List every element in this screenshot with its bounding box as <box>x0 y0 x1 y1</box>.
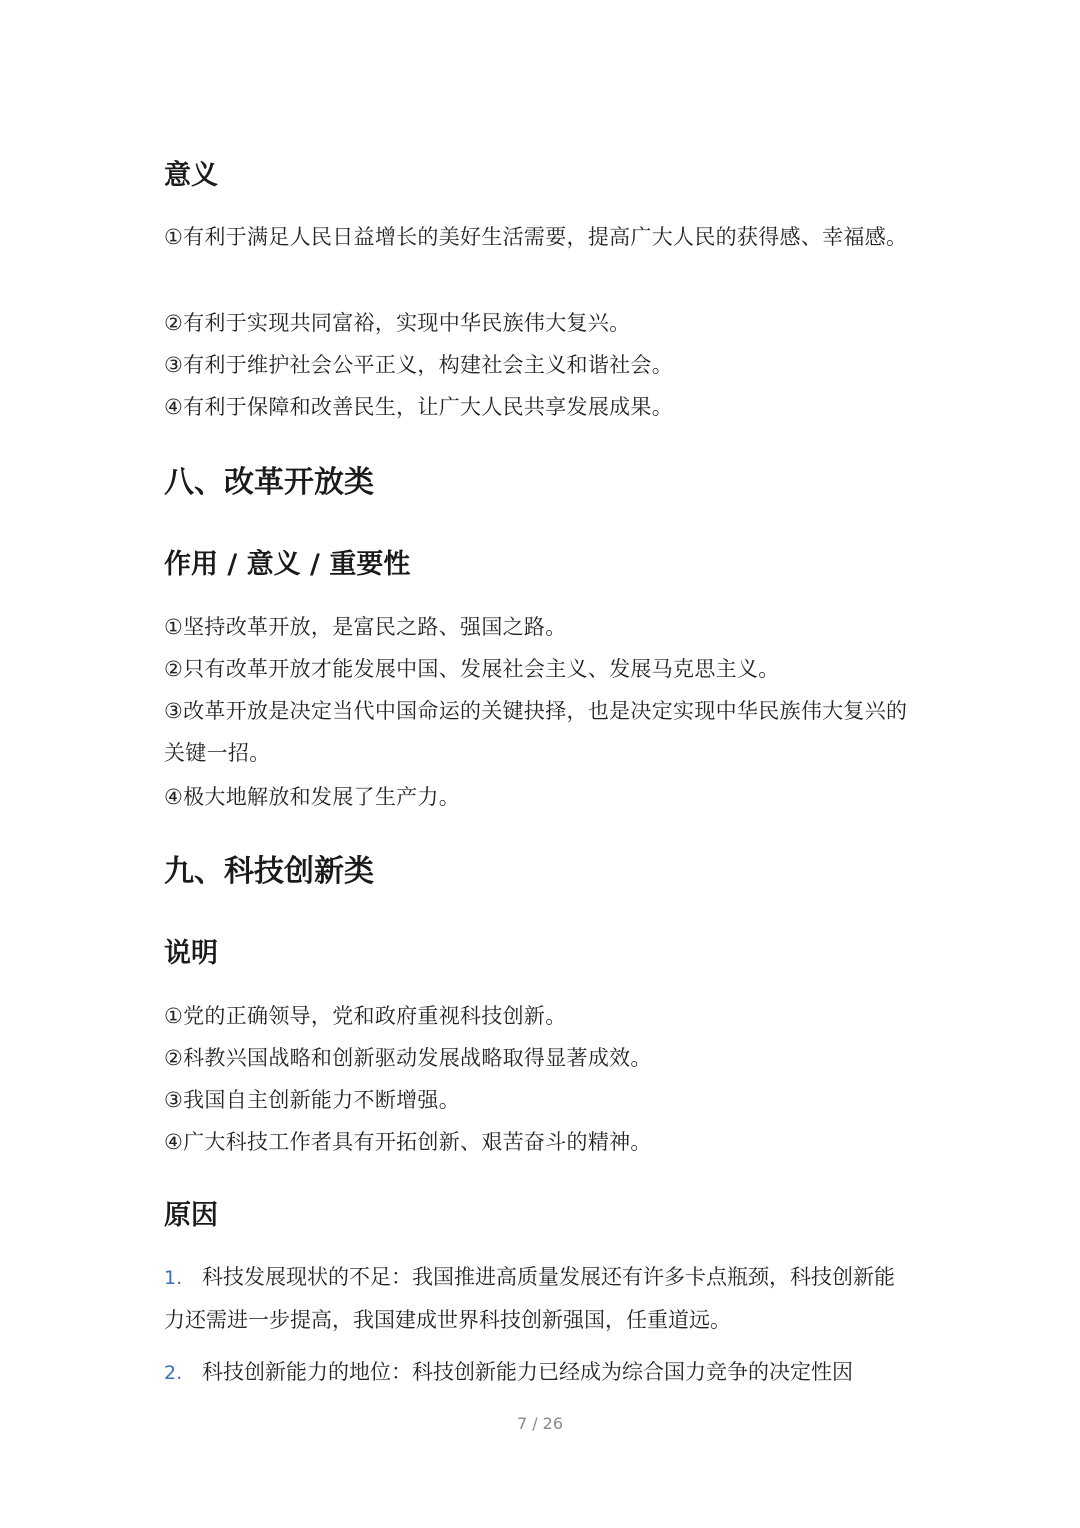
explain-item-4: ④广大科技工作者具有开拓创新、艰苦奋斗的精神。 <box>164 1130 652 1154</box>
significance-item-3: ③有利于维护社会公平正义，构建社会主义和谐社会。 <box>164 353 674 377</box>
heading-significance: 意义 <box>164 160 218 191</box>
reform-item-1: ①坚持改革开放，是富民之路、强国之路。 <box>164 615 567 639</box>
reason-item-1-number: 1. <box>164 1267 183 1289</box>
reason-item-1-text: 科技发展现状的不足：我国推进高质量发展还有许多卡点瓶颈，科技创新能力还需进一步提高，我国建成世界科技创新强国，任重道远。 <box>164 1265 895 1332</box>
explain-item-3: ③我国自主创新能力不断增强。 <box>164 1088 461 1112</box>
explain-item-2: ②科教兴国战略和创新驱动发展战略取得显著成效。 <box>164 1046 652 1070</box>
explain-item-1: ①党的正确领导，党和政府重视科技创新。 <box>164 1004 567 1028</box>
reform-item-3: ③改革开放是决定当代中国命运的关键抉择，也是决定实现中华民族伟大复兴的关键一招。 <box>164 699 908 765</box>
section-8-subheading: 作用 / 意义 / 重要性 <box>164 549 411 580</box>
section-8-title: 八、改革开放类 <box>164 465 374 500</box>
significance-item-2: ②有利于实现共同富裕，实现中华民族伟大复兴。 <box>164 311 631 335</box>
section-9-title: 九、科技创新类 <box>164 854 374 889</box>
significance-item-4: ④有利于保障和改善民生，让广大人民共享发展成果。 <box>164 395 674 419</box>
section-9-explain-heading: 说明 <box>164 938 218 969</box>
reason-item-2-number: 2. <box>164 1362 183 1384</box>
reform-item-4: ④极大地解放和发展了生产力。 <box>164 785 461 809</box>
reform-item-2: ②只有改革开放才能发展中国、发展社会主义、发展马克思主义。 <box>164 657 780 681</box>
reason-item-1 <box>164 1256 909 1341</box>
section-9-reason-heading: 原因 <box>164 1200 218 1231</box>
reason-item-2 <box>164 1351 909 1394</box>
reason-item-2-text: 科技创新能力的地位：科技创新能力已经成为综合国力竞争的决定性因 <box>202 1360 853 1384</box>
page-indicator: 7 / 26 <box>516 1414 564 1433</box>
significance-item-1: ①有利于满足人民日益增长的美好生活需要，提高广大人民的获得感、幸福感。 <box>164 225 908 249</box>
